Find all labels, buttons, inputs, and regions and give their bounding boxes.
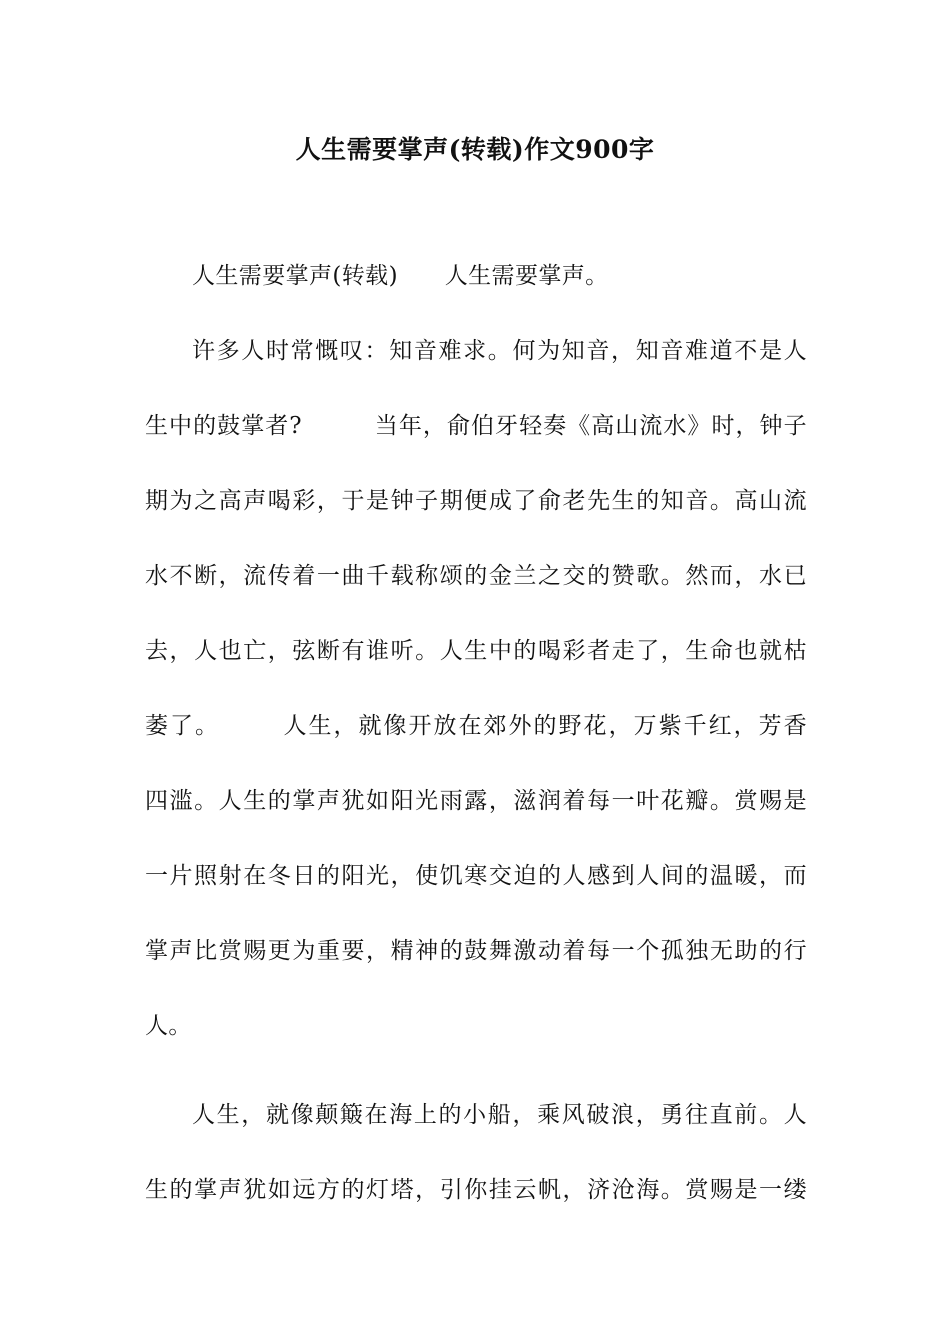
paragraph-line: 生的掌声犹如远方的灯塔，引你挂云帆，济沧海。赏赐是一缕 [145,1177,807,1203]
paragraph-line: 期为之高声喝彩，于是钟子期便成了俞老先生的知音。高山流 [145,488,807,514]
paragraph-line: 一片照射在冬日的阳光，使饥寒交迫的人感到人间的温暖，而 [145,863,807,889]
document-body [145,249,807,1238]
paragraph-line: 萎了。 人生，就像开放在郊外的野花，万紫千红，芳香 [145,713,807,739]
paragraph-line: 人生需要掌声(转载) 人生需要掌声。 [192,263,609,289]
paragraph-line: 人生，就像颠簸在海上的小船，乘风破浪，勇往直前。人 [192,1102,807,1128]
paragraph-line: 生中的鼓掌者? 当年，俞伯牙轻奏《高山流水》时，钟子 [145,413,807,439]
paragraph-line: 水不断，流传着一曲千载称颂的金兰之交的赞歌。然而，水已 [145,563,807,589]
paragraph-line: 掌声比赏赐更为重要，精神的鼓舞激动着每一个孤独无助的行 [145,938,807,964]
paragraph-line: 许多人时常慨叹：知音难求。何为知音，知音难道不是人 [192,338,807,364]
paragraph-line: 四滥。人生的掌声犹如阳光雨露，滋润着每一叶花瓣。赏赐是 [145,788,807,814]
document-title: 人生需要掌声(转载)作文900字 [295,135,655,164]
paragraph-line: 去，人也亡，弦断有谁听。人生中的喝彩者走了，生命也就枯 [145,638,807,664]
paragraph-line: 人。 [145,1013,192,1039]
